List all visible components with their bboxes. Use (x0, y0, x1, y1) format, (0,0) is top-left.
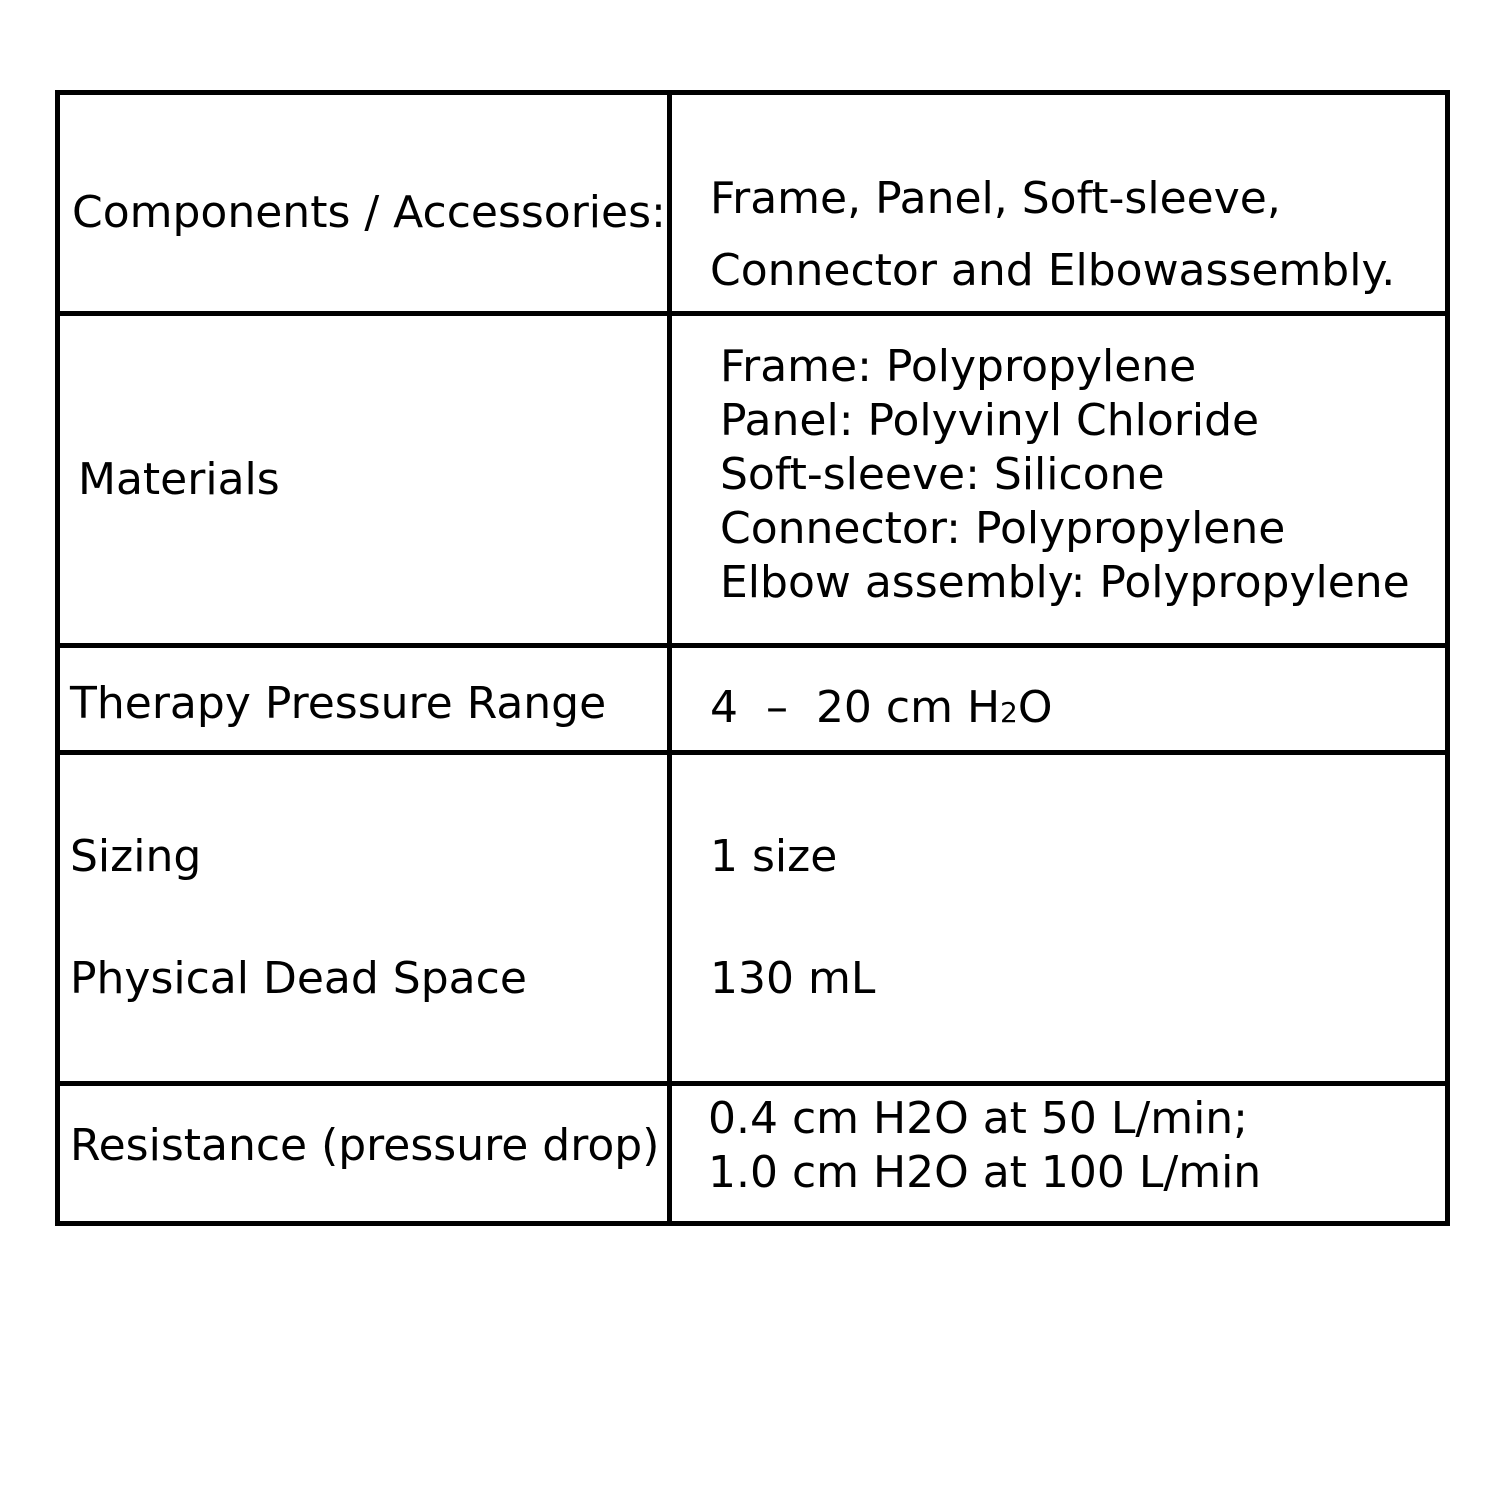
dead-space-value: 130 mL (710, 953, 876, 1004)
pressure-range-value-suffix: O (1017, 682, 1053, 733)
pressure-range-value (710, 682, 1053, 735)
materials-value-line: Panel: Polyvinyl Chloride (720, 395, 1260, 446)
components-value-line: Frame, Panel, Soft-sleeve, (710, 173, 1281, 224)
sizing-label: Sizing (70, 831, 202, 882)
materials-value (720, 340, 1410, 610)
resistance-label: Resistance (pressure drop) (70, 1120, 660, 1171)
dead-space-label: Physical Dead Space (70, 953, 527, 1004)
table-row-resistance (60, 1086, 1445, 1221)
table-row-sizing (60, 755, 1445, 1086)
materials-value-line: Frame: Polypropylene (720, 341, 1197, 392)
materials-value-line: Connector: Polypropylene (720, 503, 1286, 554)
components-value (710, 165, 1395, 307)
pressure-range-value-main: 4 – 20 cm H (710, 682, 1001, 733)
spec-table (55, 90, 1450, 1226)
materials-value-line: Elbow assembly: Polypropylene (720, 557, 1410, 608)
resistance-value-line: 1.0 cm H2O at 100 L/min (708, 1147, 1262, 1198)
components-value-line: Connector and Elbowassembly. (710, 245, 1396, 296)
table-row-components (60, 95, 1445, 316)
pressure-range-subscript: 2 (1000, 696, 1018, 729)
sizing-value: 1 size (710, 831, 838, 882)
pressure-range-label: Therapy Pressure Range (70, 678, 607, 729)
table-row-materials (60, 316, 1445, 648)
table-row-pressure-range (60, 648, 1445, 755)
materials-value-line: Soft-sleeve: Silicone (720, 449, 1165, 500)
materials-label: Materials (78, 454, 280, 505)
components-label: Components / Accessories: (72, 187, 666, 238)
resistance-value-line: 0.4 cm H2O at 50 L/min; (708, 1093, 1249, 1144)
resistance-value (708, 1092, 1261, 1200)
